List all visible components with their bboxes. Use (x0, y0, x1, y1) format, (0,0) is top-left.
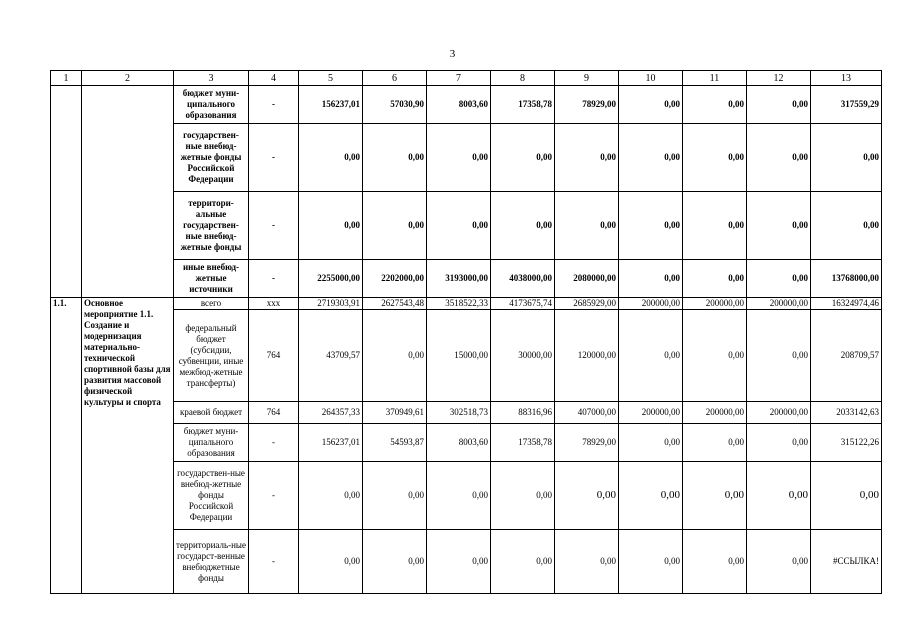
funding-source: территориаль-ные государст-венные внебюджетные фонды (174, 530, 249, 594)
value-cell: 0,00 (427, 192, 491, 260)
value-cell: 0,00 (619, 124, 683, 192)
header-cell: 3 (174, 71, 249, 86)
code-cell: - (249, 260, 299, 298)
value-cell: 200000,00 (747, 298, 811, 310)
value-cell: 302518,73 (427, 402, 491, 424)
header-cell: 9 (555, 71, 619, 86)
value-cell: 2255000,00 (299, 260, 363, 298)
value-cell: 8003,60 (427, 424, 491, 462)
value-cell: 2202000,00 (363, 260, 427, 298)
value-cell: 0,00 (555, 192, 619, 260)
value-cell: 0,00 (747, 260, 811, 298)
value-cell: 156237,01 (299, 424, 363, 462)
value-cell: 57030,90 (363, 86, 427, 124)
value-cell: 0,00 (363, 310, 427, 402)
value-cell: 0,00 (299, 192, 363, 260)
value-cell: 0,00 (747, 86, 811, 124)
value-cell: 120000,00 (555, 310, 619, 402)
empty-name-cell (82, 86, 174, 298)
code-cell: - (249, 424, 299, 462)
value-cell: 0,00 (427, 530, 491, 594)
value-cell: 0,00 (299, 124, 363, 192)
header-cell: 13 (811, 71, 882, 86)
code-cell: - (249, 124, 299, 192)
value-cell: 407000,00 (555, 402, 619, 424)
code-cell: - (249, 462, 299, 530)
value-cell: #ССЫЛКА! (811, 530, 882, 594)
value-cell: 200000,00 (619, 402, 683, 424)
value-cell: 0,00 (811, 192, 882, 260)
value-cell: 0,00 (747, 462, 811, 530)
funding-source: краевой бюджет (174, 402, 249, 424)
value-cell: 208709,57 (811, 310, 882, 402)
page-number: 3 (449, 48, 456, 60)
code-cell: 764 (249, 402, 299, 424)
value-cell: 16324974,46 (811, 298, 882, 310)
funding-source: бюджет муни-ципального образования (174, 86, 249, 124)
value-cell: 30000,00 (491, 310, 555, 402)
value-cell: 0,00 (491, 124, 555, 192)
value-cell: 2685929,00 (555, 298, 619, 310)
header-cell: 4 (249, 71, 299, 86)
value-cell: 54593,87 (363, 424, 427, 462)
value-cell: 0,00 (683, 192, 747, 260)
header-cell: 12 (747, 71, 811, 86)
funding-source: государствен-ные внебюд-жетные фонды Российской Федерации (174, 124, 249, 192)
value-cell: 0,00 (747, 424, 811, 462)
value-cell: 2719303,91 (299, 298, 363, 310)
header-cell: 2 (82, 71, 174, 86)
header-cell: 5 (299, 71, 363, 86)
value-cell: 0,00 (427, 462, 491, 530)
value-cell: 264357,33 (299, 402, 363, 424)
value-cell: 78929,00 (555, 424, 619, 462)
code-cell: - (249, 192, 299, 260)
value-cell: 17358,78 (491, 86, 555, 124)
value-cell: 0,00 (683, 530, 747, 594)
value-cell: 2627543,48 (363, 298, 427, 310)
value-cell: 0,00 (747, 310, 811, 402)
header-cell: 6 (363, 71, 427, 86)
value-cell: 78929,00 (555, 86, 619, 124)
header-row (51, 71, 882, 86)
table-row (51, 298, 882, 310)
value-cell: 0,00 (683, 260, 747, 298)
value-cell: 200000,00 (747, 402, 811, 424)
value-cell: 200000,00 (683, 298, 747, 310)
table-row (51, 124, 882, 192)
header-cell: 10 (619, 71, 683, 86)
header-cell: 7 (427, 71, 491, 86)
measure-name: Основное мероприятие 1.1. Создание и модернизация материально-технической спортивной базы для развития массовой физической культуры и спорта (82, 298, 174, 594)
empty-index-cell (51, 86, 82, 298)
value-cell: 0,00 (619, 462, 683, 530)
table-row (51, 310, 882, 402)
value-cell: 4038000,00 (491, 260, 555, 298)
value-cell: 0,00 (619, 192, 683, 260)
value-cell: 0,00 (683, 310, 747, 402)
value-cell: 0,00 (363, 462, 427, 530)
value-cell: 0,00 (619, 86, 683, 124)
value-cell: 43709,57 (299, 310, 363, 402)
value-cell: 0,00 (299, 530, 363, 594)
value-cell: 2033142,63 (811, 402, 882, 424)
value-cell: 0,00 (363, 192, 427, 260)
code-cell: 764 (249, 310, 299, 402)
table-row (51, 86, 882, 124)
table-row (51, 192, 882, 260)
value-cell: 0,00 (555, 530, 619, 594)
funding-source: государствен-ные внебюд-жетные фонды Российской Федерации (174, 462, 249, 530)
table-row (51, 402, 882, 424)
measure-index: 1.1. (51, 298, 82, 594)
funding-source: территори-альные государствен-ные внебюд-жетные фонды (174, 192, 249, 260)
table-row (51, 424, 882, 462)
value-cell: 0,00 (811, 124, 882, 192)
funding-source: федеральный бюджет (субсидии, субвенции, иные межбюд-жетные трансферты) (174, 310, 249, 402)
value-cell: 370949,61 (363, 402, 427, 424)
value-cell: 0,00 (299, 462, 363, 530)
value-cell: 3193000,00 (427, 260, 491, 298)
value-cell: 200000,00 (683, 402, 747, 424)
value-cell: 15000,00 (427, 310, 491, 402)
header-cell: 8 (491, 71, 555, 86)
value-cell: 0,00 (619, 424, 683, 462)
value-cell: 0,00 (363, 124, 427, 192)
value-cell: 0,00 (491, 530, 555, 594)
value-cell: 8003,60 (427, 86, 491, 124)
table-row (51, 260, 882, 298)
value-cell: 0,00 (427, 124, 491, 192)
value-cell: 0,00 (747, 192, 811, 260)
table-row (51, 530, 882, 594)
value-cell: 0,00 (683, 86, 747, 124)
funding-source: бюджет муни-ципального образования (174, 424, 249, 462)
value-cell: 0,00 (747, 124, 811, 192)
value-cell: 0,00 (683, 124, 747, 192)
budget-table (50, 70, 882, 594)
value-cell: 0,00 (811, 462, 882, 530)
value-cell: 17358,78 (491, 424, 555, 462)
funding-source: иные внебюд-жетные источники (174, 260, 249, 298)
value-cell: 0,00 (491, 192, 555, 260)
value-cell: 13768000,00 (811, 260, 882, 298)
value-cell: 315122,26 (811, 424, 882, 462)
value-cell: 0,00 (619, 310, 683, 402)
table-row (51, 462, 882, 530)
value-cell: 156237,01 (299, 86, 363, 124)
value-cell: 0,00 (619, 530, 683, 594)
value-cell: 2080000,00 (555, 260, 619, 298)
value-cell: 0,00 (747, 530, 811, 594)
value-cell: 0,00 (555, 462, 619, 530)
value-cell: 317559,29 (811, 86, 882, 124)
code-cell: ххх (249, 298, 299, 310)
value-cell: 200000,00 (619, 298, 683, 310)
header-cell: 1 (51, 71, 82, 86)
value-cell: 0,00 (363, 530, 427, 594)
value-cell: 0,00 (683, 462, 747, 530)
value-cell: 88316,96 (491, 402, 555, 424)
value-cell: 0,00 (619, 260, 683, 298)
funding-source: всего (174, 298, 249, 310)
value-cell: 4173675,74 (491, 298, 555, 310)
code-cell: - (249, 86, 299, 124)
value-cell: 3518522,33 (427, 298, 491, 310)
code-cell: - (249, 530, 299, 594)
value-cell: 0,00 (683, 424, 747, 462)
value-cell: 0,00 (491, 462, 555, 530)
value-cell: 0,00 (555, 124, 619, 192)
header-cell: 11 (683, 71, 747, 86)
